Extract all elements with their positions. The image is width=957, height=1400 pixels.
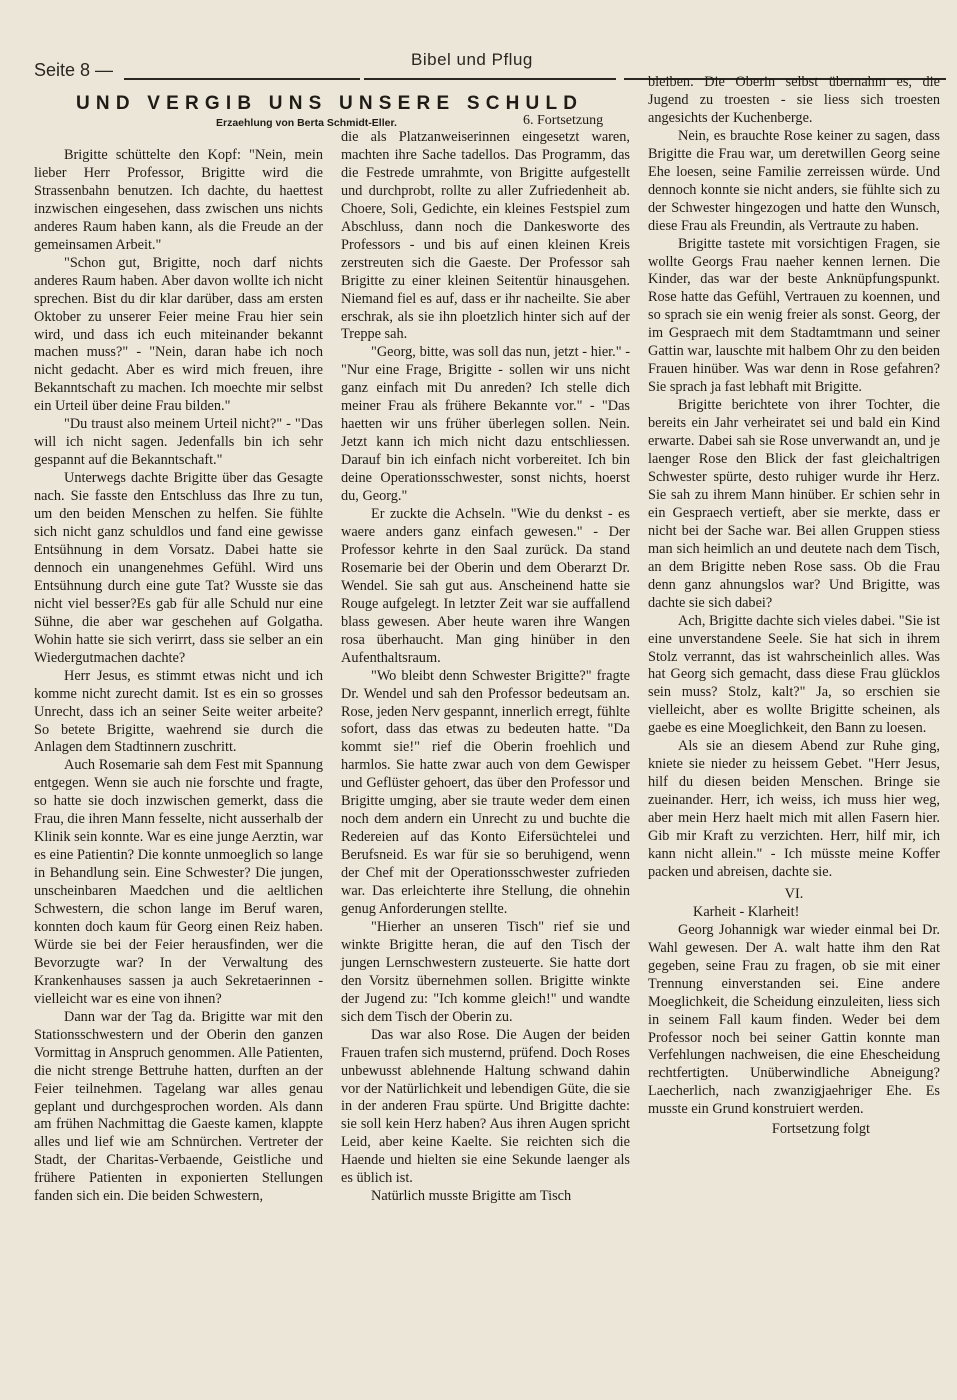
header-rule [364, 78, 616, 80]
text-column-3 [648, 74, 940, 1139]
paragraph: Ach, Brigitte dachte sich vieles dabei. "Sie ist eine unverstandene Seele. Sie hat sich in ihrem Stolz verrannt, das ist wahrscheinlich alles. Was hat Georg sich gemacht, dass diese Frau glücklos sein muss? Stolz, kalt?" Ja, so erschien sie vielleicht, aber es wollte Brigitte scheinen, als gaebe es eine Moeglichkeit, den Bann zu loesen. [648, 612, 940, 737]
paragraph: "Du traust also meinem Urteil nicht?" - "Das will ich nicht sagen. Jedenfalls bin ich sehr gespannt auf die Bekanntschaft." [34, 416, 323, 469]
paragraph: bleiben. Die Oberin selbst übernahm es, die Jugend zu troesten - sie liess sich troesten angesichts der Kuchenberge. [648, 74, 940, 126]
paragraph: Brigitte tastete mit vorsichtigen Fragen, sie wollte Georgs Frau naeher kennen lernen. Die Kinder, das war der beste Anknüpfungspunkt. Rose hatte das Gefühl, Vertrauen zu koennen, und so sprach sie ein wenig freier als sonst. Georg, der im Gespraech mit dem Stadtamtmann und seiner Gattin war, lauschte mit halbem Ohr zu den beiden Frauen hinüber. Was war denn in Rose gefahren? Sie sprach ja fast lebhaft mit Brigitte. [648, 235, 940, 396]
header-rule [124, 78, 360, 80]
page-number: Seite 8 — [34, 60, 114, 80]
section-title: Karheit - Klarheit! [693, 903, 800, 920]
paragraph: Brigitte berichtete von ihrer Tochter, die bereits ein Jahr verheiratet sei und bald ein Kind erwarte. Dabei sah sie Rose unverwandt an, und je laenger Rose den Blick der fast gleichaltrigen Schwester spürte, desto ruhiger wurde ihr Herz. Sie sah zu ihrem Mann hinüber. Er schien sehr in ein Gespraech vertieft, aber sie merkte, dass er nicht bei der Sache war. Bei allen Gruppen stiess man sich heimlich an und deutete nach dem Tisch, an dem Brigitte neben Rose sass. Ob die Frau denn ganz ahnungslos war? Und Brigitte, was dachte sie sich dabei? [648, 397, 940, 611]
installment-label: 6. Fortsetzung [523, 113, 604, 128]
story-title: UND VERGIB UNS UNSERE SCHULD [76, 93, 584, 114]
paragraph: Als sie an diesem Abend zur Ruhe ging, kniete sie nieder zu heissem Gebet. "Herr Jesus, hilf du diesen beiden Menschen. Bringe sie zueinander. Herr, ich weiss, ich muss hier weg, aber mein Herz haelt mich mit allen Fasern hier. Gib mir Kraft zu verzichten. Herr, hilf mir, ich kann nicht allein." - Ich müsste meine Koffer packen und abreisen, dachte sie. [648, 738, 940, 880]
paragraph: Auch Rosemarie sah dem Fest mit Spannung entgegen. Wenn sie auch nie forschte und fragte, so hatte sie doch inzwischen gemerkt, dass die Frau, die ihren Mann fesselte, nicht ausserhalb der Klinik sein konnte. War es eine junge Aerztin, war es eine Patientin? Die konnte unmoeglich so lange in Behandlung sein. Eine Schwester? Die jungen, unscheinbaren Maedchen und die aeltlichen Schwestern, die schon lange im Beruf waren, konnten doch kaum für Georg einen Reiz haben. Würde sie bei der Feier herausfinden, wer die Bevorzugte war? In der Verwaltung des Krankenhauses sassen ja auch Sekretaerinnen - vielleicht war es eine von ihnen? [34, 757, 323, 1007]
journal-title: Bibel und Pflug [411, 50, 533, 69]
paragraph: Dann war der Tag da. Brigitte war mit den Stationsschwestern und der Oberin den ganzen Vormittag in Anspruch genommen. Alle Patienten, die nicht strenge Bettruhe hatten, durften an der Feier teilnehmen. Tagelang war alles genau geplant und durchgesprochen worden. Als dann am frühen Nachmittag die Gaeste kamen, klappte alles und lief wie am Schnürchen. Vertreter der Stadt, der Charitas-Verbaende, Geistliche und frühere Patienten in exponierten Stellungen fanden sich ein. Die beiden Schwestern, [34, 1008, 323, 1205]
paragraph: Das war also Rose. Die Augen der beiden Frauen trafen sich musternd, prüfend. Doch Roses unbewusst ablehnende Haltung schwand dahin vor der Natürlichkeit und lebendigen Güte, die sie in der anderen Frau spürte. Und Brigitte dachte: sie soll kein Herz haben? Aus ihren Augen spricht Leid, aber keine Kaelte. Sie reichten sich die Haende und hielten sie eine Sekunde laenger als es üblich ist. [341, 1026, 630, 1187]
paragraph: Brigitte schüttelte den Kopf: "Nein, mein lieber Herr Professor, Brigitte wird die Strassenbahn benutzen. Ich dachte, du haettest inzwischen eingesehen, dass zwischen uns nichts anderes Raum haben kann, als die Freude an der gemeinsamen Arbeit." [34, 147, 323, 253]
story-byline: Erzaehlung von Berta Schmidt-Eller. [216, 117, 397, 129]
paragraph: Natürlich musste Brigitte am Tisch [371, 1188, 572, 1205]
paragraph: "Hierher an unseren Tisch" rief sie und winkte Brigitte heran, die auf den Tisch der jungen Lernschwestern zusteuerte. Sie hatte dort den Vorsitz übernehmen sollen. Brigitte winkte der Jugend zu: "Ich komme gleich!" und wandte sich dem Tisch der Oberin zu. [341, 918, 630, 1025]
section-number: VI. [784, 885, 804, 902]
paragraph: die als Platzanweiserinnen eingesetzt waren, machten ihre Sache tadellos. Das Programm, das die Festrede umrahmte, von Brigitte aufgestellt und durchprobt, rollte zu aller Zufriedenheit ab. Choere, Soli, Gedichte, ein kleines Festspiel zum Abschluss, dann noch die Dankesworte des Professors - und bis auf einen kleinen Kreis zerstreuten sich die Gaeste. Der Professor sah Brigitte zu einer kleinen Seitentür hinausgehen. Niemand fiel es auf, dass er ihr nacheilte. Sie aber erschrak, als sie ihn ploetzlich hinter sich auf der Treppe sah. [341, 129, 630, 343]
text-column-2 [341, 129, 630, 1206]
paragraph: "Georg, bitte, was soll das nun, jetzt - hier." - "Nur eine Frage, Brigitte - sollen wir uns nicht ganz einfach mit Du anreden? Ich stelle dich meiner Frau als frühere Bekannte vor." - "Das haetten wir uns früher überlegen sollen. Nein. Jetzt kann ich mich nicht dazu entschliessen. Darauf bin ich einfach nicht vorbereitet. Ich bin deine Operationsschwester, sonst nichts, hoerst du, Georg." [341, 344, 630, 505]
paragraph: Nein, es brauchte Rose keiner zu sagen, dass Brigitte die Frau war, um deretwillen Georg seine Ehe loesen, seine Familie zerreissen würde. Und dennoch konnte sie nicht anders, sie fühlte sich zu der Schwester hingezogen und hatte den Wunsch, diese Frau als Freundin, als Vertraute zu haben. [648, 127, 940, 234]
continued-note: Fortsetzung folgt [771, 1121, 870, 1138]
paragraph: "Schon gut, Brigitte, noch darf nichts anderes Raum haben. Aber davon wollte ich nicht sprechen. Bist du dir klar darüber, dass am ersten Oktober zu unserer Feier meine Frau hier sein wird, und dass ich euch miteinander bekannt machen muss?" - "Nein, daran habe ich noch nicht gedacht. Aber es wird mich freuen, ihre Bekanntschaft zu machen. Ich moechte mir selbst ein Urteil über deine Frau bilden." [34, 254, 323, 415]
paragraph: Georg Johannigk war wieder einmal bei Dr. Wahl gewesen. Der A. walt hatte ihm den Rat gegeben, seine Frau zu fragen, ob sie mit einer Trennung einverstanden sei. Eine andere Moeglichkeit, die Scheidung einzuleiten, liess sich in seinem Fall kaum finden. Weder bei dem Professor noch bei seiner Gattin konnte man Verfehlungen nachweisen, die eine Ehescheidung rechtfertigten. Unüberwindliche Abneigung? Laecherlich, nach zwanzigjaehriger Ehe. Es musste ein Grund konstruiert werden. [648, 921, 940, 1118]
paragraph: Er zuckte die Achseln. "Wie du denkst - es waere anders ganz einfach gewesen." - Der Professor kehrte in den Saal zurück. Da stand Rosemarie bei der Oberin und dem Oberarzt Dr. Wendel. Sie sah gut aus. Anscheinend hatte sie Rouge aufgelegt. In letzter Zeit war sie auffallend blass gewesen. Aber heute waren ihre Wangen rosa überhaucht. Man ging hinüber in den Aufenthaltsraum. [341, 506, 630, 666]
text-column-1 [34, 147, 323, 1206]
paragraph: Unterwegs dachte Brigitte über das Gesagte nach. Sie fasste den Entschluss das Ihre zu tun, um den beiden Menschen zu helfen. Sie fühlte sich nicht ganz schuldlos und fand eine gewisse Entsühnung in dem Vorsatz. Dabei hatte sie dennoch ein unangenehmes Gefühl. Wird uns Entsühnung durch eine gute Tat? Wusste sie das nicht viel besser?Es gab für alle Schuld nur eine Sühne, die aber war geschehen auf Golgatha. Wohin hatte sie sich verirrt, dass sie selber an ein Wiedergutmachen dachte? [34, 470, 323, 666]
paragraph: Herr Jesus, es stimmt etwas nicht und ich komme nicht zurecht damit. Ist es ein so grosses Unrecht, dass ich an seiner Seite weiter arbeite? So betete Brigitte, waehrend sie durch die Anlagen dem Stadtinnern zuschritt. [34, 667, 323, 756]
paragraph: "Wo bleibt denn Schwester Brigitte?" fragte Dr. Wendel und sah den Professor bedeutsam an. Rose, jeden Nerv gespannt, innerlich erregt, fühlte sofort, dass das etwas zu bedeuten hatte. "Da kommt sie!" rief die Oberin froehlich und harmlos. Sie hatte zwar auch von dem Gewisper und Geflüster gehoert, das über den Professor und Brigitte umging, aber sie traute weder dem einen noch dem andern ein Unrecht zu und buchte die Redereien auf das Konto Eifersüchtelei und Berufsneid. Es war für sie so beruhigend, wenn der Chef mit der Operationsschwester zufrieden war. Das erleichterte ihre Stellung, die ohnehin genug Anforderungen stellte. [341, 667, 630, 917]
